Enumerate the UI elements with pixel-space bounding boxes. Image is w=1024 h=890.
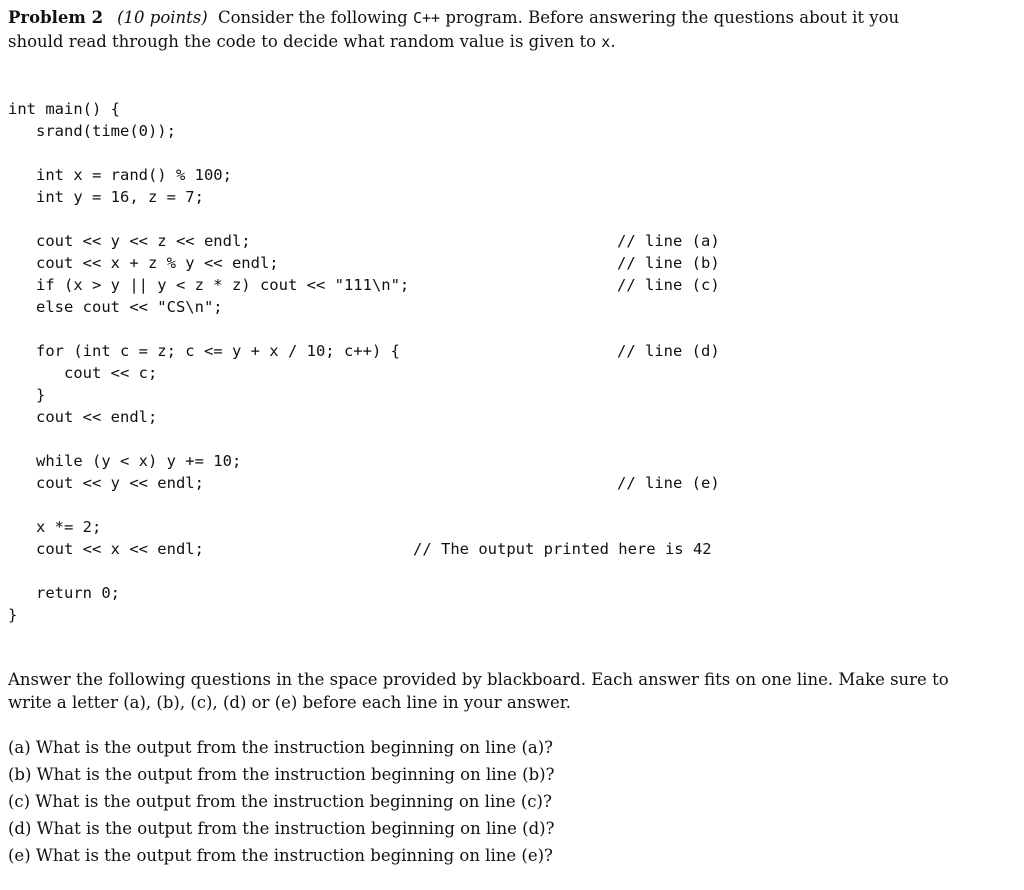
code-line	[8, 166, 1016, 188]
code-text: cout << y << endl;	[8, 474, 204, 492]
code-text: x *= 2;	[8, 518, 102, 536]
code-text: int main() {	[8, 100, 120, 118]
code-line	[8, 606, 1016, 628]
question-e: (e) What is the output from the instruction beginning on line (e)?	[8, 846, 553, 865]
code-line	[8, 474, 1016, 496]
code-line	[8, 122, 1016, 144]
code-text: cout << x + z % y << endl;	[8, 254, 279, 272]
code-text: cout << endl;	[8, 408, 158, 426]
code-comment-line-c: // line (c)	[617, 276, 720, 294]
code-comment-line-b: // line (b)	[617, 254, 720, 272]
code-line	[8, 276, 1016, 298]
code-line	[8, 562, 1016, 584]
code-line	[8, 540, 1016, 562]
x-inline-code: x	[601, 33, 611, 51]
code-line	[8, 342, 1016, 364]
code-text: else cout << "CS\n";	[8, 298, 223, 316]
code-line	[8, 430, 1016, 452]
intro-text-pre: Consider the following	[217, 8, 408, 27]
question-c: (c) What is the output from the instruction beginning on line (c)?	[8, 792, 552, 811]
code-line	[8, 408, 1016, 430]
question-a: (a) What is the output from the instruction beginning on line (a)?	[8, 738, 554, 757]
code-line	[8, 452, 1016, 474]
problem-points: (10 points)	[117, 8, 208, 27]
code-text: int y = 16, z = 7;	[8, 188, 204, 206]
code-comment-output-42: // The output printed here is 42	[413, 540, 712, 558]
code-line	[8, 320, 1016, 342]
problem-intro	[8, 6, 953, 54]
code-text: cout << c;	[8, 364, 158, 382]
code-text: cout << x << endl;	[8, 540, 204, 558]
answer-instructions: Answer the following questions in the space provided by blackboard. Each answer fits on one line. Make sure to write a letter (a), (b), (c), (d) or (e) before each line in your answer.	[8, 670, 949, 712]
code-line	[8, 210, 1016, 232]
code-text: for (int c = z; c <= y + x / 10; c++) {	[8, 342, 400, 360]
code-text: int x = rand() % 100;	[8, 166, 232, 184]
code-line	[8, 364, 1016, 386]
question-d: (d) What is the output from the instruction beginning on line (d)?	[8, 819, 555, 838]
code-line	[8, 100, 1016, 122]
code-comment-line-e: // line (e)	[617, 474, 720, 492]
question-list	[8, 734, 1016, 869]
code-text: if (x > y || y < z * z) cout << "111\n";	[8, 276, 410, 294]
code-block	[8, 100, 1016, 628]
code-text: while (y < x) y += 10;	[8, 452, 242, 470]
intro-period: .	[610, 32, 616, 51]
code-line	[8, 386, 1016, 408]
intro-text-mid: program. Before answering the questions about it you should read through the code to decide what random value is given to	[8, 8, 900, 51]
code-line	[8, 496, 1016, 518]
problem-title: Problem 2	[8, 8, 104, 27]
code-comment-line-a: // line (a)	[617, 232, 720, 250]
code-line	[8, 298, 1016, 320]
code-line	[8, 232, 1016, 254]
code-text: cout << y << z << endl;	[8, 232, 251, 250]
code-text: return 0;	[8, 584, 120, 602]
code-line	[8, 188, 1016, 210]
question-b: (b) What is the output from the instruction beginning on line (b)?	[8, 765, 555, 784]
code-text: srand(time(0));	[8, 122, 176, 140]
cpp-inline-code: C++	[413, 9, 441, 27]
code-text: }	[8, 386, 46, 404]
code-comment-line-d: // line (d)	[617, 342, 720, 360]
code-line	[8, 144, 1016, 166]
code-line	[8, 254, 1016, 276]
code-line	[8, 584, 1016, 606]
code-text: }	[8, 606, 18, 624]
code-line	[8, 518, 1016, 540]
